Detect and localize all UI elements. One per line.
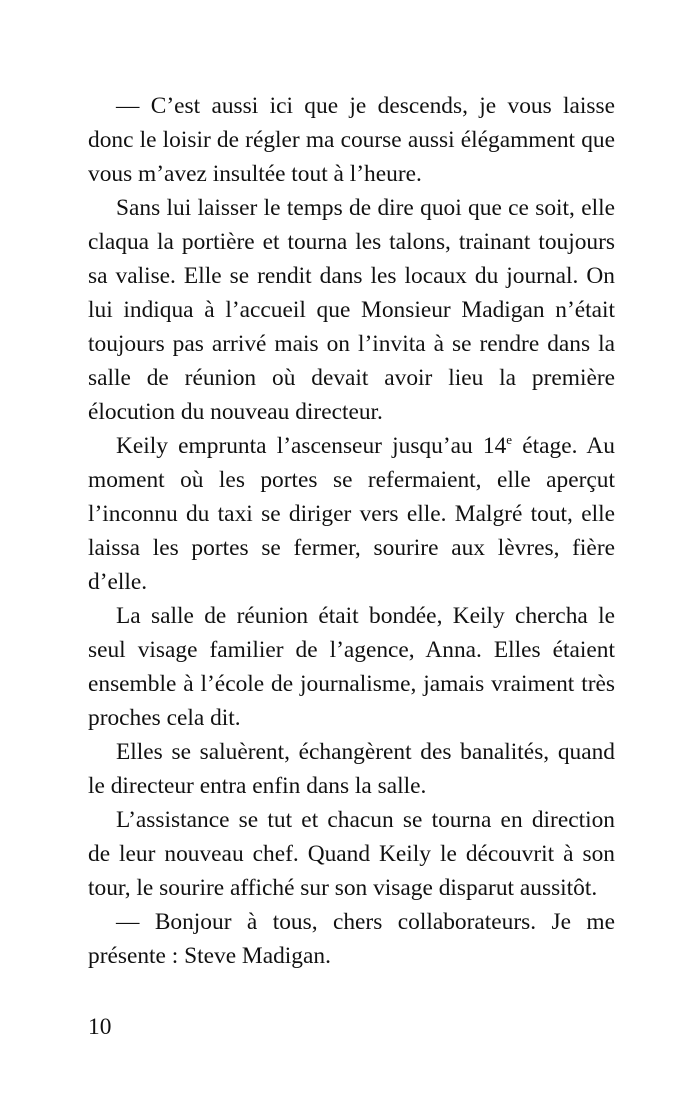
- paragraph-dialogue-bonjour: — Bonjour à tous, chers collaborateurs. Je me présente : Steve Madigan.: [88, 909, 615, 969]
- paragraph-dialogue-descends: — C’est aussi ici que je descends, je vous laisse donc le loisir de régler ma course aussi élégamment que vous m’avez insultée tout à l’heure.: [88, 93, 615, 187]
- paragraph-portiere: Sans lui laisser le temps de dire quoi que ce soit, elle claqua la portière et tourna les talons, trainant toujours sa valise. Elle se rendit dans les locaux du journal. On lui indiqua à l’accueil que Monsieur Madigan n’était toujours pas arrivé mais on l’invita à se rendre dans la salle de réunion où devait avoir lieu la première élocution du nouveau directeur.: [88, 195, 615, 425]
- paragraph-assistance: L’assistance se tut et chacun se tourna en direction de leur nouveau chef. Quand Keily le découvrit à son tour, le sourire affiché sur son visage disparut aussitôt.: [88, 807, 615, 901]
- paragraph-saluerent: Elles se saluèrent, échangèrent des banalités, quand le directeur entra enfin dans la salle.: [88, 739, 615, 799]
- body-text: [88, 89, 615, 973]
- paragraph-ascenseur-start: Keily emprunta l’ascenseur jusqu’au 14: [116, 433, 507, 459]
- paragraph-salle-reunion: La salle de réunion était bondée, Keily chercha le seul visage familier de l’agence, Anna. Elles étaient ensemble à l’école de journalisme, jamais vraiment très proches cela dit.: [88, 603, 615, 731]
- page-number: 10: [88, 1014, 112, 1040]
- superscript-e: e: [506, 432, 513, 447]
- paragraph-ascenseur: [88, 429, 615, 599]
- paragraph-ascenseur-end: étage. Au moment où les portes se refermaient, elle aperçut l’inconnu du taxi se diriger vers elle. Malgré tout, elle laissa les portes se fermer, sourire aux lèvres, fière d’elle.: [88, 433, 615, 595]
